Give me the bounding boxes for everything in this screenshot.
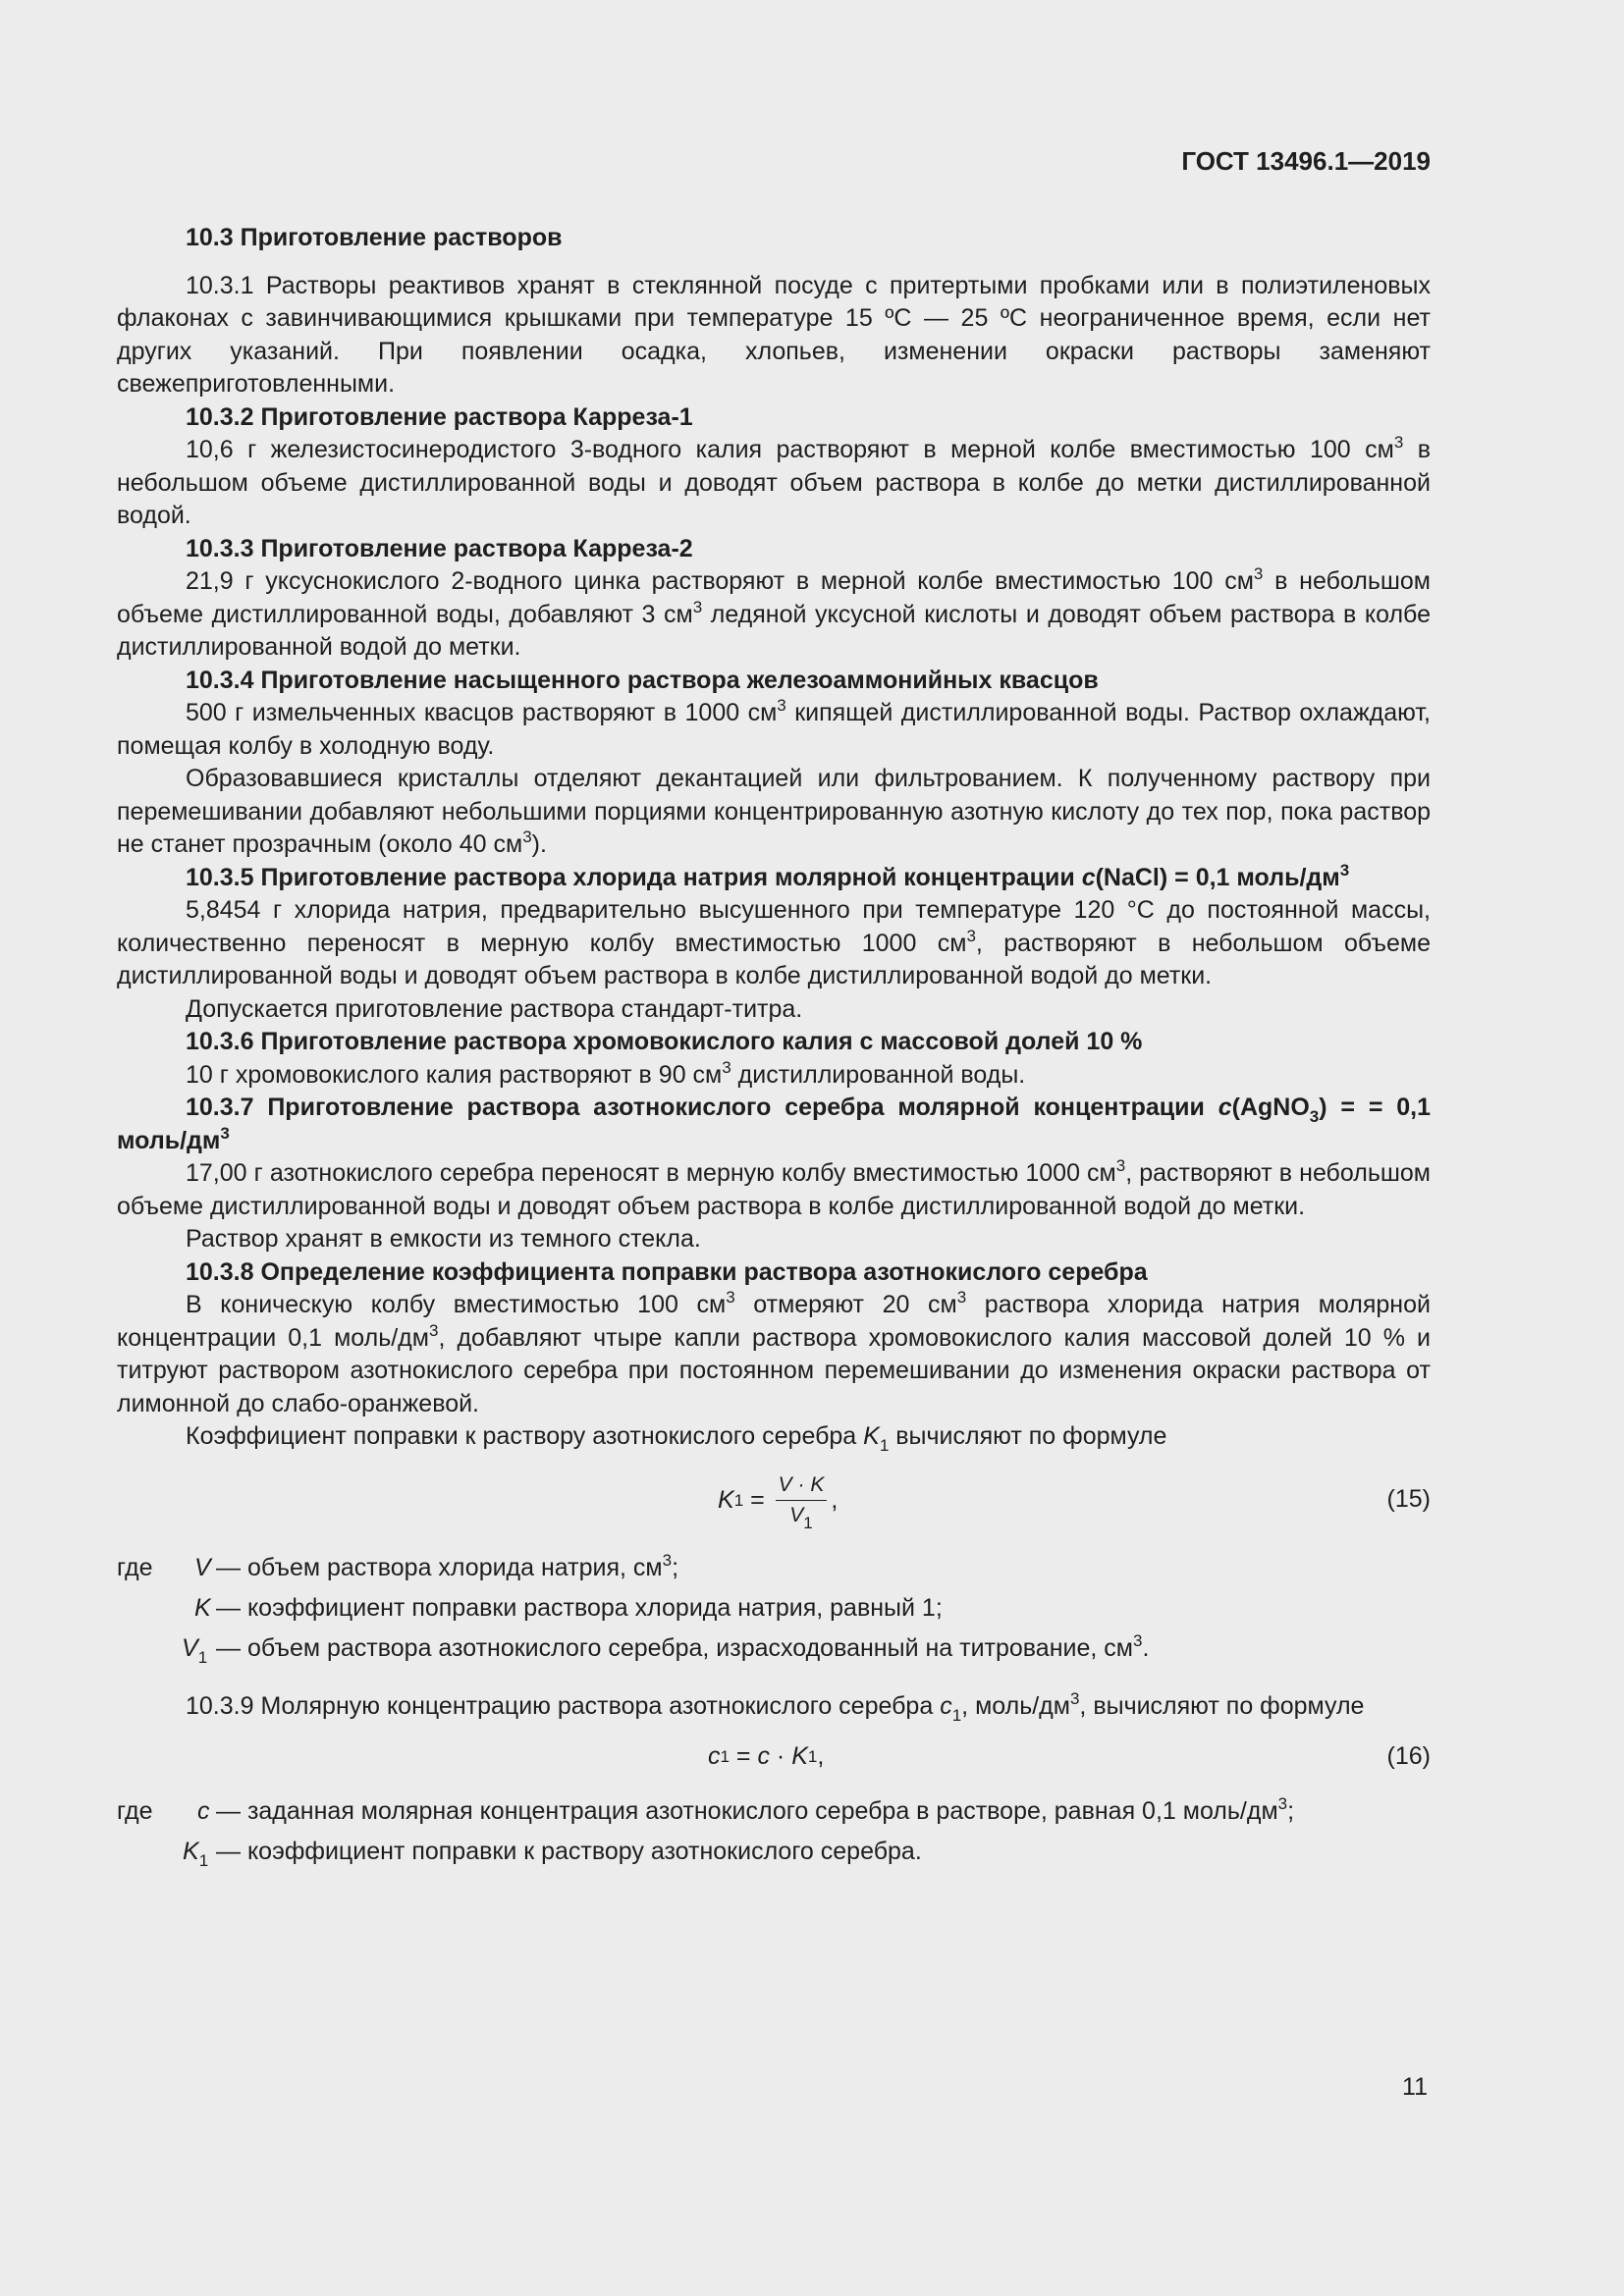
where-line-v — [117, 1552, 1431, 1592]
equation-number-16: (16) — [1386, 1742, 1431, 1770]
definition-c: — заданная молярная концентрация азотнокислого серебра в растворе, равная 0,1 моль/$дм^3$; — [216, 1794, 1295, 1825]
paragraph-10-3-8-a: В коническую колбу вместимостью 100 $см^3$ отмеряют 20 $см^3$ раствора хлорида натрия молярной концентрации 0,1 моль/$дм^3$, добавляют чтыре капли раствора хромовокислого калия массовой долей 10 % и титруют раствором азотнокислого серебра при постоянном перемешивании до изменения окраски раствора от лимонной до слабо-оранжевой. — [117, 1288, 1432, 1417]
heading-10-3-4: 10.3.4 Приготовление насыщенного раствора железоаммонийных квасцов — [186, 666, 1099, 694]
equation-number-15: (15) — [1386, 1484, 1431, 1513]
formula-15 — [117, 1464, 1431, 1538]
where-label: где — [117, 1797, 153, 1825]
section-title: 10.3 Приготовление растворов — [186, 224, 563, 251]
paragraph-10-3-9: 10.3.9 Молярную концентрацию раствора азотнокислого серебра $c_1$, моль/$дм^3$, вычисляют по формуле — [186, 1688, 1365, 1725]
fraction-denominator: $V_1$ — [789, 1504, 813, 1532]
definition-k1: — коэффициент поправки к раствору азотнокислого серебра. — [216, 1838, 922, 1865]
paragraph-10-3-7-a: 17,00 г азотнокислого серебра переносят в мерную колбу вместимостью 1000 $см^3$, растворяют в небольшом объеме дистиллированной воды и доводят объем раствора в колбе дистиллированной водой до метки. — [117, 1156, 1431, 1220]
where-line-c — [117, 1795, 1431, 1836]
formula-15-expression: K 1 = $\frac{V \cdot K}{V_1}$ , — [718, 1473, 839, 1532]
heading-10-3-5: 10.3.5 Приготовление раствора хлорида натрия молярной концентрации c(NaCl) = 0,1 моль/$дм^3$ — [186, 860, 1350, 891]
definition-k: — коэффициент поправки раствора хлорида натрия, равный 1; — [216, 1593, 943, 1622]
symbol-c: c — [197, 1797, 210, 1825]
heading-10-3-6: 10.3.6 Приготовление раствора хромовокислого калия с массовой долей 10 % — [186, 1028, 1143, 1055]
paragraph-10-3-8-b: Коэффициент поправки к раствору азотнокислого серебра $K_1$ вычисляют по формуле — [186, 1422, 1167, 1455]
heading-10-3-8: 10.3.8 Определение коэффициента поправки раствора азотнокислого серебра — [186, 1257, 1148, 1286]
paragraph-10-3-6: 10 г хромовокислого калия растворяют в 90 $см^3$ дистиллированной воды. — [186, 1057, 1026, 1089]
where-line-k — [117, 1592, 1431, 1632]
paragraph-10-3-4-a: 500 г измельченных квасцов растворяют в 1000 $см^3$ кипящей дистиллированной воды. Раствор охлаждают, помещая колбу в холодную воду. — [117, 696, 1431, 760]
definition-v: — объем раствора хлорида натрия, $см^3$; — [216, 1550, 679, 1581]
where-line-v1 — [117, 1632, 1431, 1673]
heading-10-3-2: 10.3.2 Приготовление раствора Карреза-1 — [186, 402, 693, 431]
symbol-v1: $V_1$ — [182, 1633, 208, 1667]
document-code: ГОСТ 13496.1—2019 — [1181, 146, 1431, 176]
formula-16 — [117, 1733, 1431, 1782]
paragraph-10-3-2: 10,6 г железистосинеродистого 3-водного калия растворяют в мерной колбе вместимостью 100 $см^3$ в небольшом объеме дистиллированной воды и доводят объем раствора в колбе до метки дистиллированной водой. — [117, 433, 1431, 529]
symbol-v: V — [194, 1553, 211, 1581]
where-label: где — [117, 1553, 153, 1581]
heading-10-3-3: 10.3.3 Приготовление раствора Карреза-2 — [186, 534, 693, 562]
fraction — [776, 1472, 828, 1532]
page-number: 11 — [1402, 2073, 1428, 2101]
fraction-numerator: V · K — [776, 1472, 828, 1501]
page-body — [117, 222, 1431, 1876]
formula-16-expression: c 1 = c · K 1 , — [708, 1742, 825, 1771]
paragraph-10-3-7-b: Раствор хранят в емкости из темного стекла. — [186, 1225, 701, 1253]
where-line-k1 — [117, 1836, 1431, 1876]
heading-10-3-7: 10.3.7 Приготовление раствора азотнокислого серебра молярной концентрации c(AgNO$_3$) = = 0,1 моль/$дм^3$ — [117, 1094, 1431, 1154]
paragraph-10-3-4-b: Образовавшиеся кристаллы отделяют декантацией или фильтрованием. К полученному раствору при перемешивании добавляют небольшими порциями концентрированную азотную кислоту до тех пор, пока раствор не станет прозрачным (около 40 $см^3$). — [117, 765, 1431, 858]
symbol-k1: $K_1$ — [183, 1838, 209, 1870]
definition-v1: — объем раствора азотнокислого серебра, израсходованный на титрование, $см^3$. — [216, 1630, 1150, 1662]
paragraph-10-3-5-b: Допускается приготовление раствора стандарт-титра. — [186, 994, 803, 1023]
paragraph-10-3-3: 21,9 г уксуснокислого 2-водного цинка растворяют в мерной колбе вместимостью 100 $см^3$ в небольшом объеме дистиллированной воды, добавляют 3 $см^3$ ледяной уксусной кислоты и доводят объем раствора в колбе дистиллированной водой до метки. — [117, 564, 1431, 661]
paragraph-10-3-5-a: 5,8454 г хлорида натрия, предварительно высушенного при температуре 120 °С до постоянной массы, количественно переносят в мерную колбу вместимостью 1000 $см^3$, растворяют в небольшом объеме дистиллированной воды и доводят объем раствора в колбе дистиллированной водой до метки. — [117, 896, 1432, 989]
symbol-k: K — [194, 1593, 211, 1622]
paragraph-10-3-1: 10.3.1 Растворы реактивов хранят в стеклянной посуде с притертыми пробками или в полиэтиленовых флаконах с завинчивающимися крышками при температуре 15 ºС — 25 ºС неограниченное время, если нет других указаний. При появлении осадка, хлопьев, изменении окраски растворы заменяют свежеприготовленными. — [117, 271, 1431, 398]
